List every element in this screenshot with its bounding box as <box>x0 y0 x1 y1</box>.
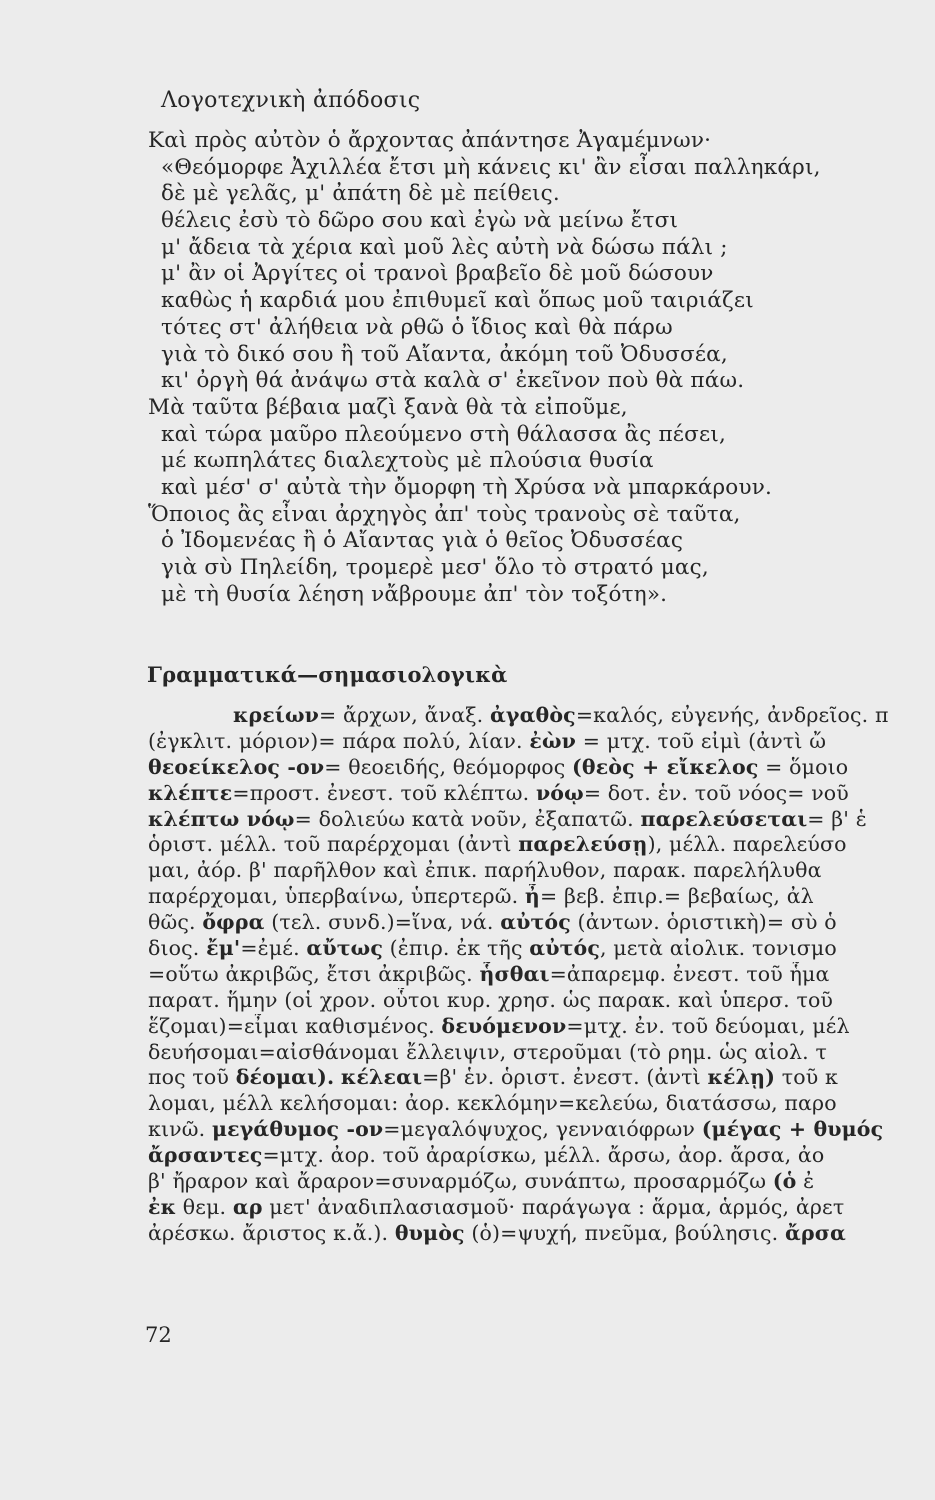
glossary-line <box>148 1040 935 1066</box>
glossary-term: ἄρσα <box>785 1220 846 1245</box>
glossary-text: θεμ. <box>176 1194 233 1219</box>
glossary-line <box>148 729 935 755</box>
glossary-text: (ἀντων. ὁριστικὴ)= σὺ ὁ <box>570 910 837 935</box>
glossary-term: ἔμ' <box>206 936 241 961</box>
glossary-term: θεοείκελος -ον <box>148 754 325 779</box>
glossary-text: = θεοειδής, θεόμορφος <box>324 754 573 779</box>
grammar-glossary <box>148 703 935 1247</box>
glossary-text: =ἐμέ. <box>240 936 307 961</box>
glossary-term: ἀγαθὸς <box>489 703 576 727</box>
poem-line: Ὅποιος ἂς εἶναι ἀρχηγὸς ἀπ' τοὺς τρανοὺς σὲ ταῦτα, <box>148 501 741 527</box>
glossary-term: ἐκ <box>148 1194 177 1219</box>
poem-line: μ' ἂν οἱ Ἀργίτες οἱ τρανοὶ βραβεῖο δὲ μοῦ δώσουν <box>161 261 714 287</box>
glossary-term: ἦ <box>524 884 540 909</box>
glossary-text: ὁριστ. μέλλ. τοῦ παρέρχομαι (ἀντὶ <box>148 832 519 857</box>
poem-line: ὁ Ἰδομενέας ἢ ὁ Αἴαντας γιὰ ὁ θεῖος Ὀδυσσέας <box>161 528 684 554</box>
poem-line: καὶ τώρα μαῦρο πλεούμενο στὴ θάλασσα ἂς πέσει, <box>161 421 727 447</box>
glossary-text: , μετὰ αἰολικ. τονισμο <box>599 936 837 961</box>
glossary-text: μαι, ἀόρ. β' παρῆλθον καὶ ἐπικ. παρήλυθον, παρακ. παρελήλυθα <box>148 858 822 883</box>
glossary-text: = μτχ. τοῦ εἰμὶ (ἀντὶ ὤ <box>576 728 827 753</box>
glossary-text: τοῦ κ <box>775 1065 838 1090</box>
glossary-line <box>148 781 935 807</box>
glossary-term: (ὁ <box>772 1169 797 1194</box>
glossary-text: = β' ἑ <box>807 806 867 831</box>
glossary-term: παρελεύσεται <box>640 806 808 831</box>
poem-line: μ' ἄδεια τὰ χέρια καὶ μοῦ λὲς αὐτὴ νὰ δώσω πάλι ; <box>161 234 728 260</box>
glossary-text: κινῶ. <box>148 1117 212 1142</box>
glossary-text: = ὅμοιο <box>758 754 849 779</box>
glossary-text: (ὁ)=ψυχή, πνεῦμα, βούλησις. <box>464 1220 786 1245</box>
glossary-line <box>148 1117 935 1143</box>
glossary-term: θυμὸς <box>394 1220 465 1245</box>
glossary-text: =προστ. ἐνεστ. τοῦ κλέπτω. <box>232 780 536 805</box>
glossary-text: δευήσομαι=αἰσθάνομαι ἔλλειψιν, στεροῦμαι (τὸ ρημ. ὡς αἰολ. τ <box>148 1039 827 1064</box>
glossary-term: ἐὼν <box>529 728 577 753</box>
poem-line: τότες στ' ἀλήθεια νὰ ρθῶ ὁ ἴδιος καὶ θὰ πάρω <box>161 314 673 340</box>
glossary-term: κέλεαι <box>340 1065 423 1090</box>
glossary-line <box>148 703 935 729</box>
poem-line: γιὰ σὺ Πηλείδη, τρομερὲ μεσ' ὅλο τὸ στρατό μας, <box>161 555 709 580</box>
glossary-text: =ἀπαρεμφ. ἐνεστ. τοῦ ἧμα <box>549 961 830 986</box>
glossary-term: κέλῃ) <box>707 1065 776 1090</box>
glossary-text: =β' ἑν. ὁριστ. ἐνεστ. (ἀντὶ <box>422 1065 708 1090</box>
glossary-term: κλέπτω νόῳ <box>148 806 295 831</box>
glossary-line <box>148 1091 935 1117</box>
glossary-line <box>148 1014 935 1040</box>
poem-line: «Θεόμορφε Ἀχιλλέα ἔτσι μὴ κάνεις κι' ἂν εἶσαι παλληκάρι, <box>161 154 821 180</box>
glossary-text: ), μέλλ. παρελεύσο <box>647 832 847 857</box>
glossary-line <box>148 910 935 936</box>
glossary-term: κλέπτε <box>148 780 233 805</box>
glossary-text: = δοτ. ἑν. τοῦ νόος= νοῦ <box>583 780 849 805</box>
glossary-term: μεγάθυμος -ον <box>211 1117 384 1142</box>
poem-line: κι' ὀργὴ θά ἀνάψω στὰ καλὰ σ' ἐκεῖνον ποὺ θὰ πάω. <box>161 368 745 394</box>
glossary-text: πος τοῦ <box>148 1065 236 1090</box>
glossary-line <box>148 884 935 910</box>
glossary-line <box>148 1195 935 1221</box>
glossary-term: αὐτός <box>500 910 571 935</box>
glossary-text: παρέρχομαι, ὑπερβαίνω, ὑπερτερῶ. <box>148 884 525 909</box>
glossary-term: ὄφρα <box>202 910 265 935</box>
poem-line: θέλεις ἐσὺ τὸ δῶρο σου καὶ ἐγὼ νὰ μείνω ἔτσι <box>161 208 679 234</box>
glossary-line <box>148 755 935 781</box>
glossary-text: θῶς. <box>148 910 203 935</box>
glossary-text: διος. <box>148 936 207 961</box>
glossary-line <box>148 1169 935 1195</box>
poem-line: Μὰ ταῦτα βέβαια μαζὶ ξανὰ θὰ τὰ εἰποῦμε, <box>148 394 628 420</box>
glossary-text: (τελ. συνδ.)=ἵνα, νά. <box>264 910 501 935</box>
glossary-line <box>148 807 935 833</box>
grammar-heading: Γραμματικά—σημασιολογικὰ <box>147 662 508 687</box>
glossary-text: μετ' ἀναδιπλασιασμοῦ· παράγωγα : ἅρμα, ἁρμός, ἀρετ <box>262 1194 845 1219</box>
glossary-text: =μτχ. ἐν. τοῦ δεύομαι, μέλ <box>566 1013 850 1038</box>
poem-line: δὲ μὲ γελᾶς, μ' ἀπάτη δὲ μὲ πείθεις. <box>161 181 560 207</box>
glossary-line <box>148 832 935 858</box>
glossary-text: = βεβ. ἐπιρ.= βεβαίως, ἀλ <box>539 884 814 909</box>
glossary-line <box>148 936 935 962</box>
glossary-term: αὐτός <box>529 936 600 961</box>
glossary-line <box>148 1221 935 1247</box>
glossary-text: ἕζομαι)=εἶμαι καθισμένος. <box>148 1013 442 1038</box>
glossary-text: = ἄρχων, ἄναξ. <box>319 703 490 727</box>
glossary-line <box>148 1143 935 1169</box>
glossary-text: = δολιεύω κατὰ νοῦν, ἐξαπατῶ. <box>294 806 641 831</box>
glossary-term: παρελεύσῃ <box>518 832 648 857</box>
glossary-text: =οὕτω ἀκριβῶς, ἔτσι ἀκριβῶς. <box>148 961 480 986</box>
glossary-line <box>148 1065 935 1091</box>
poem-line: Καὶ πρὸς αὐτὸν ὁ ἄρχοντας ἀπάντησε Ἀγαμέμνων· <box>148 128 712 153</box>
glossary-text: παρατ. ἥμην (οἱ χρον. οὗτοι κυρ. χρησ. ὡς παρακ. καὶ ὑπερσ. τοῦ <box>148 987 834 1012</box>
glossary-text: λομαι, μέλλ κελήσομαι: ἀορ. κεκλόμην=κελεύω, διατάσσω, παρο <box>148 1091 837 1116</box>
glossary-text: (ἐγκλιτ. μόριον)= πάρα πολύ, λίαν. <box>148 728 530 753</box>
glossary-term: δευόμενον <box>441 1013 567 1038</box>
poem-line: καθὼς ἡ καρδιά μου ἐπιθυμεῖ καὶ ὅπως μοῦ ταιριάζει <box>161 288 754 314</box>
translation-heading: Λογοτεχνικὴ ἀπόδοσις <box>161 88 421 113</box>
glossary-text <box>334 1065 341 1089</box>
glossary-text: =καλός, εὐγενής, ἀνδρεῖος. π <box>575 703 889 727</box>
glossary-line <box>148 988 935 1014</box>
poem-line: μέ κωπηλάτες διαλεχτοὺς μὲ πλούσια θυσία <box>161 448 654 474</box>
glossary-text: ἀρέσκω. ἄριστος κ.ἄ.). <box>148 1220 395 1245</box>
glossary-text: β' ἤραρον καὶ ἄραρον=συναρμόζω, συνάπτω, προσαρμόζω <box>148 1169 773 1194</box>
glossary-term: ἄρσαντες <box>148 1143 263 1168</box>
poem-line: καὶ μέσ' σ' αὐτὰ τὴν ὄμορφη τὴ Χρύσα νὰ μπαρκάρουν. <box>161 474 773 500</box>
glossary-term: αρ <box>232 1194 263 1219</box>
glossary-line <box>148 962 935 988</box>
glossary-text: =μτχ. ἀορ. τοῦ ἀραρίσκω, μέλλ. ἄρσω, ἀορ. ἄρσα, ἀο <box>262 1143 825 1168</box>
poem-line: γιὰ τὸ δικό σου ἢ τοῦ Αἴαντα, ἀκόμη τοῦ Ὀδυσσέα, <box>161 341 728 367</box>
glossary-term: αὔτως <box>306 936 383 961</box>
glossary-term: (θεὸς + εἴκελος <box>572 754 759 779</box>
glossary-term: νόῳ <box>535 780 584 805</box>
glossary-term: ἧσθαι <box>479 961 550 986</box>
glossary-line <box>148 858 935 884</box>
page-number: 72 <box>145 1323 172 1347</box>
glossary-text: ἐ <box>796 1169 815 1194</box>
glossary-text: (ἐπιρ. ἐκ τῆς <box>382 936 530 961</box>
glossary-term: (μέγας + θυμός <box>701 1117 884 1142</box>
poem-line: μὲ τὴ θυσία λέηση νἄβρουμε ἀπ' τὸν τοξότη». <box>161 581 668 607</box>
glossary-text: =μεγαλόψυχος, γενναιόφρων <box>383 1117 702 1142</box>
glossary-term: δέομαι). <box>235 1065 335 1090</box>
glossary-term: κρείων <box>233 703 320 727</box>
poem-translation <box>148 128 928 608</box>
